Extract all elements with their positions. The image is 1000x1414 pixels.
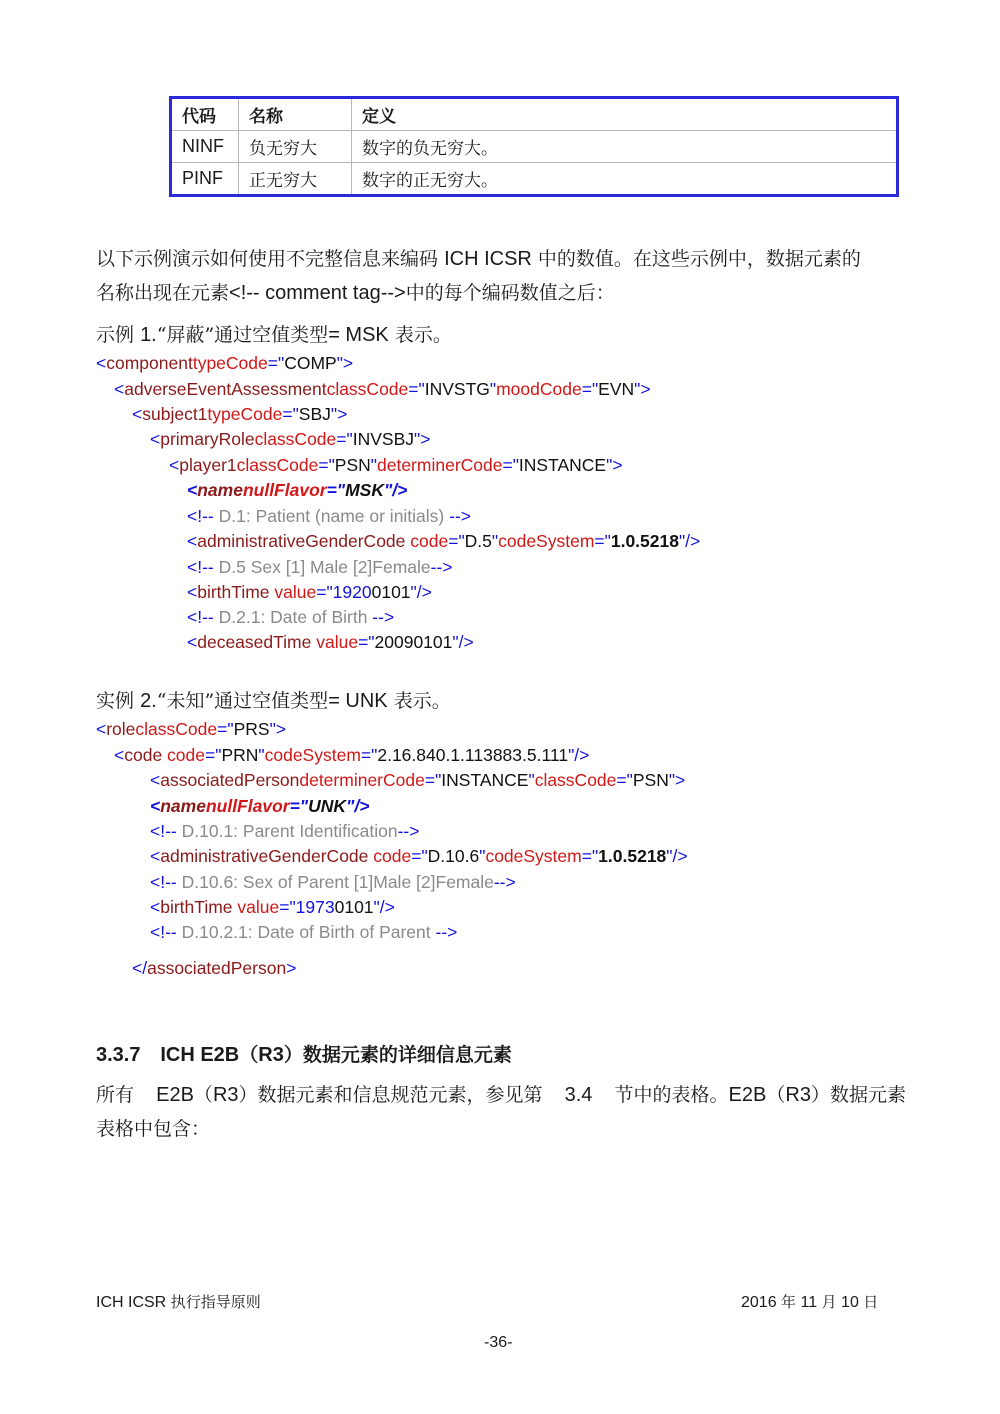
code-table	[169, 96, 899, 197]
example1-code-line: <primaryRoleclassCode="INVSBJ">	[150, 429, 431, 449]
example1-caption	[96, 318, 452, 352]
caption-text: 2.	[140, 690, 157, 712]
example1-code-line: <administrativeGenderCode code="D.5"codeSystem="1.0.5218"/>	[187, 531, 701, 551]
example1-code-line: <adverseEventAssessmentclassCode="INVSTG"moodCode="EVN">	[114, 379, 651, 399]
table-row	[171, 163, 898, 196]
cell-code: NINF	[171, 131, 239, 163]
example2-code-line: <code code="PRN"codeSystem="2.16.840.1.113883.5.111"/>	[114, 745, 590, 765]
cell-code: PINF	[171, 163, 239, 196]
section-title: R3	[258, 1044, 284, 1066]
caption-text: = MSK	[328, 324, 389, 346]
section-number: 3.3.7	[96, 1044, 141, 1066]
example2-code-line: <roleclassCode="PRS">	[96, 719, 286, 739]
footer-date: 2016 年 11 月 10 日	[741, 1293, 879, 1311]
table-row	[171, 131, 898, 163]
example2-comment: <!-- D.10.6: Sex of Parent [1]Male [2]Female-->	[150, 872, 516, 892]
section-title: ）数据元素的详细信息元素	[283, 1044, 512, 1066]
header-name: 名称	[239, 98, 352, 131]
example2-code-line: <associatedPersondeterminerCode="INSTANCE"classCode="PSN">	[150, 770, 686, 790]
cell-definition: 数字的负无穷大。	[352, 131, 898, 163]
caption-text: 实例	[96, 690, 135, 712]
example2-code-line: <administrativeGenderCode code="D.10.6"codeSystem="1.0.5218"/>	[150, 846, 688, 866]
example1-comment: <!-- D.2.1: Date of Birth -->	[187, 607, 395, 627]
intro-text: 以下示例演示如何使用不完整信息来编码	[96, 248, 439, 270]
example1-code-line: <birthTime value="19200101"/>	[187, 582, 432, 602]
caption-text: 示例	[96, 324, 135, 346]
example1-code-line: <componenttypeCode="COMP">	[96, 353, 354, 373]
page-number: -36-	[484, 1334, 513, 1351]
example1-code-line: <player1classCode="PSN"determinerCode="INSTANCE">	[169, 455, 623, 475]
example1-code-line: <namenullFlavor="MSK"/>	[187, 480, 408, 500]
intro-text: 中的每个编码数值之后：	[405, 282, 615, 304]
cell-name: 正无穷大	[239, 163, 352, 196]
intro-line-2	[96, 276, 906, 310]
intro-text: <!-- comment tag-->	[229, 282, 406, 304]
footer-left: ICH ICSR 执行指导原则	[96, 1293, 261, 1311]
example1-code-line: <subject1typeCode="SBJ">	[132, 404, 348, 424]
section-body	[96, 1078, 906, 1146]
intro-text: 名称出现在元素	[96, 282, 230, 304]
caption-text: 表示。	[394, 324, 452, 346]
caption-text: 1.	[140, 324, 157, 346]
caption-text: 表示。	[393, 690, 451, 712]
section-body-line-1: 所有 E2B（R3）数据元素和信息规范元素，参见第 3.4 节中的表格。E2B（R3）数据元素	[96, 1084, 906, 1106]
example2-caption	[96, 684, 451, 718]
example1-code-line: <deceasedTime value="20090101"/>	[187, 632, 474, 652]
section-title: （	[239, 1044, 259, 1066]
table-header-row	[171, 98, 898, 131]
caption-text: = UNK	[328, 690, 388, 712]
example1-comment: <!-- D.1: Patient (name or initials) -->	[187, 506, 471, 526]
intro-paragraph	[96, 242, 906, 310]
caption-text: “未知”通过空值类型	[156, 690, 329, 712]
intro-text: ICH ICSR	[444, 248, 532, 270]
example2-comment: <!-- D.10.2.1: Date of Birth of Parent -->	[150, 922, 458, 942]
caption-text: “屏蔽”通过空值类型	[156, 324, 329, 346]
intro-text: 中的数值。在这些示例中，数据元素的	[537, 248, 861, 270]
cell-definition: 数字的正无穷大。	[352, 163, 898, 196]
example2-code-line: <namenullFlavor="UNK"/>	[150, 796, 370, 816]
header-definition: 定义	[352, 98, 898, 131]
cell-name: 负无穷大	[239, 131, 352, 163]
example1-comment: <!-- D.5 Sex [1] Male [2]Female-->	[187, 557, 453, 577]
section-body-line-2: 表格中包含：	[96, 1118, 211, 1140]
example2-comment: <!-- D.10.1: Parent Identification-->	[150, 821, 420, 841]
section-title: ICH E2B	[160, 1044, 240, 1066]
header-code: 代码	[171, 98, 239, 131]
section-heading	[96, 1040, 512, 1067]
example2-code-line: </associatedPerson>	[132, 958, 297, 978]
example2-code-line: <birthTime value="19730101"/>	[150, 897, 395, 917]
intro-line-1	[96, 242, 906, 276]
